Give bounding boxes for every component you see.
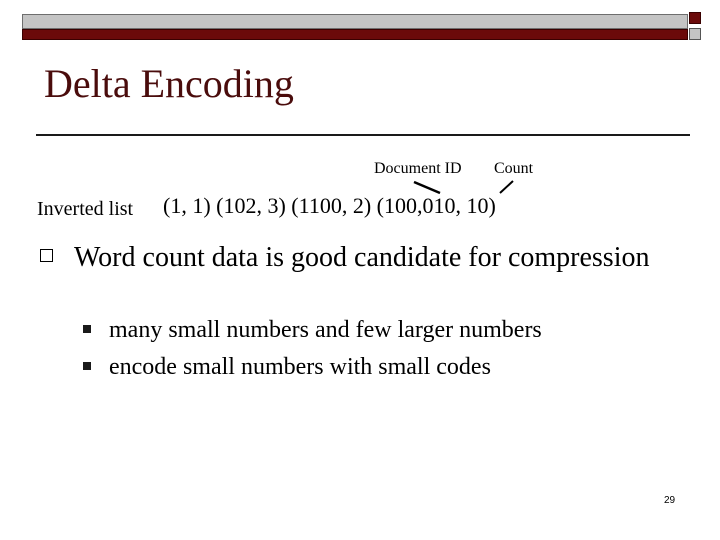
main-bullet-text: Word count data is good candidate for compression bbox=[74, 242, 650, 273]
document-id-arrow bbox=[414, 182, 440, 193]
count-label: Count bbox=[494, 160, 534, 177]
inverted-list-entries: (1, 1) (102, 3) (1100, 2) (100,010, 10) bbox=[163, 193, 496, 218]
document-id-label: Document ID bbox=[374, 160, 462, 177]
filled-square-bullet-icon bbox=[83, 362, 91, 370]
sub-bullet-text: encode small numbers with small codes bbox=[109, 354, 491, 380]
slide-title: Delta Encoding bbox=[44, 61, 294, 106]
count-arrow bbox=[500, 181, 513, 193]
hollow-square-bullet-icon bbox=[40, 249, 53, 262]
page-number: 29 bbox=[664, 495, 676, 506]
filled-square-bullet-icon bbox=[83, 325, 91, 333]
inverted-list-label: Inverted list bbox=[37, 198, 134, 220]
sub-bullet-text: many small numbers and few larger numbers bbox=[109, 317, 542, 343]
